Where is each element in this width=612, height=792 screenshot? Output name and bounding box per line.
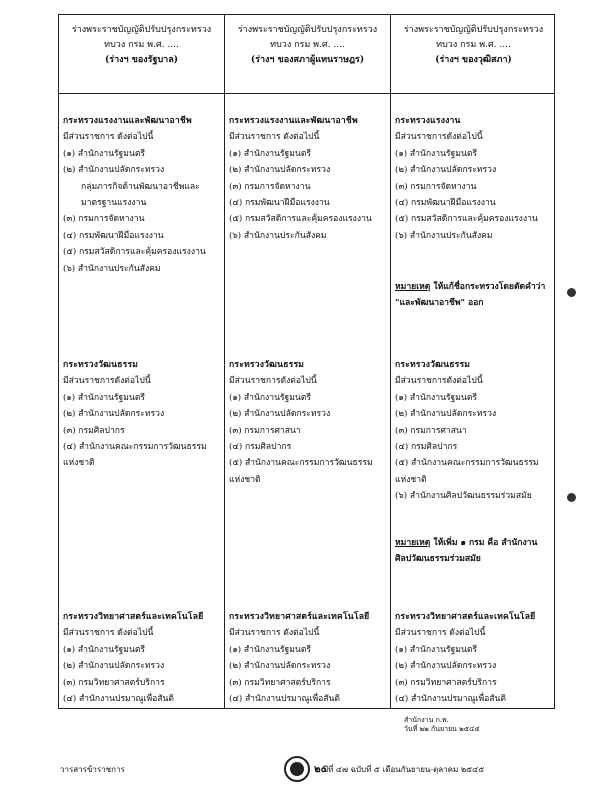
stamp-office: สำนักงาน ก.พ. — [404, 716, 449, 724]
ministry-title: กระทรวงวิทยาศาสตร์และเทคโนโลยี — [63, 612, 204, 622]
list-item: (๑) สำนักงานรัฐมนตรี — [63, 644, 146, 655]
list-item: (๓) กรมการจัดหางาน — [395, 181, 477, 192]
list-item: (๕) กรมสวัสดิการและคุ้มครองแรงงาน — [229, 214, 372, 225]
list-item: (๓) กรมวิทยาศาสตร์บริการ — [395, 677, 497, 688]
list-item: (๕) สำนักงานคณะกรรมการวัฒนธรรมแห่งชาติ — [229, 458, 373, 485]
section-culture — [225, 357, 390, 488]
section-labor — [225, 113, 390, 244]
section-intro: มีส่วนราชการดังต่อไปนี้ — [229, 376, 317, 387]
ministry-title: กระทรวงแรงงานและพัฒนาอาชีพ — [63, 116, 192, 126]
list-item: (๑) สำนักงานรัฐมนตรี — [395, 392, 478, 403]
ministry-title: กระทรวงแรงงานและพัฒนาอาชีพ — [229, 116, 358, 126]
list-item: (๒) สำนักงานปลัดกระทรวง — [63, 409, 165, 420]
header-line: ทบวง กรม พ.ศ. .... — [270, 40, 345, 50]
section-intro: มีส่วนราชการ ดังต่อไปนี้ — [229, 628, 320, 639]
list-item: กลุ่มภารกิจด้านพัฒนาอาชีพและมาตรฐานแรงงาน — [81, 181, 200, 209]
list-item: (๕) สำนักงานคณะกรรมการวัฒนธรรมแห่งชาติ — [395, 458, 539, 485]
list-item: (๑) สำนักงานรัฐมนตรี — [395, 644, 478, 655]
note-label: หมายเหตุ — [395, 282, 431, 292]
list-item: (๒) สำนักงานปลัดกระทรวง — [395, 165, 497, 176]
comparison-table — [58, 14, 555, 709]
page-footer — [58, 760, 555, 780]
list-item: (๓) กรมการจัดหางาน — [229, 181, 311, 192]
list-item: (๒) สำนักงานปลัดกระทรวง — [229, 165, 331, 176]
section-intro: มีส่วนราชการดังต่อไปนี้ — [395, 132, 483, 143]
section-intro: มีส่วนราชการดังต่อไปนี้ — [63, 376, 151, 387]
section-intro: มีส่วนราชการ ดังต่อไปนี้ — [63, 628, 154, 639]
list-item: (๑) สำนักงานรัฐมนตรี — [229, 392, 312, 403]
list-item: (๓) กรมการจัดหางาน — [63, 214, 145, 225]
list-item: (๑) สำนักงานรัฐมนตรี — [63, 148, 146, 159]
list-item: (๔) กรมพัฒนาฝีมือแรงงาน — [63, 230, 164, 241]
section-culture — [59, 357, 224, 472]
note-rename-ministry — [391, 279, 556, 312]
list-item: (๓) กรมศิลปากร — [63, 425, 125, 436]
section-science — [59, 609, 224, 707]
list-item: (๔) สำนักงานปรมาณูเพื่อสันติ — [63, 694, 174, 705]
list-item: (๓) กรมวิทยาศาสตร์บริการ — [63, 677, 165, 688]
page-number: ๒๐ — [314, 764, 327, 775]
note-text: ให้แก้ชื่อกระทรวงโดยตัดคำว่า "และพัฒนาอาชีพ" ออก — [395, 282, 546, 309]
list-item: (๓) กรมการศาสนา — [229, 425, 301, 436]
list-item: (๕) กรมสวัสดิการและคุ้มครองแรงงาน — [395, 214, 538, 225]
section-science — [225, 609, 390, 707]
ministry-title: กระทรวงแรงงาน — [395, 116, 461, 126]
issue-info: ปีที่ ๔๗ ฉบับที่ ๕ เดือนกันยายน-ตุลาคม ๒๕๔๕ — [323, 765, 485, 774]
header-government-draft — [59, 15, 224, 93]
list-item: (๖) สำนักงานประกันสังคม — [229, 230, 327, 241]
note-text: ให้เพิ่ม ๑ กรม คือ สำนักงานศิลปวัฒนธรรมร่วมสมัย — [395, 538, 538, 565]
column-senate — [391, 93, 556, 708]
section-intro: มีส่วนราชการ ดังต่อไปนี้ — [395, 628, 486, 639]
header-draft-owner: (ร่างฯ ของสภาผู้แทนราษฎร) — [250, 55, 365, 65]
punch-hole — [567, 288, 576, 297]
header-senate-draft — [391, 15, 556, 93]
section-labor — [391, 113, 556, 244]
list-item: (๒) สำนักงานปลัดกระทรวง — [63, 165, 165, 176]
list-item: (๖) สำนักงานประกันสังคม — [63, 263, 161, 274]
header-draft-owner: (ร่างฯ ของวุฒิสภา) — [435, 55, 512, 65]
section-intro: มีส่วนราชการ ดังต่อไปนี้ — [63, 132, 154, 143]
journal-name: วารสารข้าราชการ — [60, 765, 125, 774]
header-line: ทบวง กรม พ.ศ. .... — [104, 40, 179, 50]
office-stamp — [404, 716, 480, 734]
list-item: (๒) สำนักงานปลัดกระทรวง — [395, 661, 497, 672]
ministry-title: กระทรวงวิทยาศาสตร์และเทคโนโลยี — [229, 612, 370, 622]
list-item: (๖) สำนักงานศิลปวัฒนธรรมร่วมสมัย — [395, 491, 532, 502]
list-item: (๒) สำนักงานปลัดกระทรวง — [229, 409, 331, 420]
header-line: ร่างพระราชบัญญัติปรับปรุงกระทรวง — [237, 25, 378, 35]
list-item: (๑) สำนักงานรัฐมนตรี — [229, 644, 312, 655]
list-item: (๑) สำนักงานรัฐมนตรี — [229, 148, 312, 159]
list-item: (๖) สำนักงานประกันสังคม — [395, 230, 493, 241]
header-line: ร่างพระราชบัญญัติปรับปรุงกระทรวง — [71, 25, 212, 35]
header-house-draft — [225, 15, 390, 93]
list-item: (๓) กรมการศาสนา — [395, 425, 467, 436]
list-item: (๒) สำนักงานปลัดกระทรวง — [229, 661, 331, 672]
section-intro: มีส่วนราชการ ดังต่อไปนี้ — [229, 132, 320, 143]
list-item: (๔) สำนักงานคณะกรรมการวัฒนธรรมแห่งชาติ — [63, 442, 207, 469]
list-item: (๒) สำนักงานปลัดกระทรวง — [63, 661, 165, 672]
ministry-title: กระทรวงวิทยาศาสตร์และเทคโนโลยี — [395, 612, 536, 622]
note-label: หมายเหตุ — [395, 538, 431, 548]
stamp-date: วันที่ ๒๒ กันยายน ๒๕๔๕ — [404, 725, 480, 733]
header-line: ร่างพระราชบัญญัติปรับปรุงกระทรวง — [403, 25, 544, 35]
punch-hole — [567, 493, 576, 502]
ministry-title: กระทรวงวัฒนธรรม — [63, 360, 139, 370]
ministry-title: กระทรวงวัฒนธรรม — [395, 360, 471, 370]
list-item: (๒) สำนักงานปลัดกระทรวง — [395, 409, 497, 420]
ministry-title: กระทรวงวัฒนธรรม — [229, 360, 305, 370]
column-government — [59, 93, 224, 708]
list-item: (๔) กรมพัฒนาฝีมือแรงงาน — [395, 198, 496, 209]
header-draft-owner: (ร่างฯ ของรัฐบาล) — [104, 55, 179, 65]
list-item: (๔) กรมพัฒนาฝีมือแรงงาน — [229, 198, 330, 209]
note-add-department — [391, 535, 556, 568]
list-item: (๔) สำนักงานปรมาณูเพื่อสันติ — [229, 694, 340, 705]
section-culture — [391, 357, 556, 505]
section-intro: มีส่วนราชการดังต่อไปนี้ — [395, 376, 483, 387]
section-science — [391, 609, 556, 707]
list-item: (๔) กรมศิลปากร — [395, 442, 458, 453]
header-line: ทบวง กรม พ.ศ. .... — [436, 40, 511, 50]
section-labor — [59, 113, 224, 277]
list-item: (๑) สำนักงานรัฐมนตรี — [63, 392, 146, 403]
journal-logo-icon — [284, 756, 310, 782]
list-item: (๑) สำนักงานรัฐมนตรี — [395, 148, 478, 159]
list-item: (๔) สำนักงานปรมาณูเพื่อสันติ — [395, 694, 506, 705]
list-item: (๕) กรมสวัสดิการและคุ้มครองแรงงาน — [63, 247, 206, 258]
column-house — [225, 93, 390, 708]
list-item: (๓) กรมวิทยาศาสตร์บริการ — [229, 677, 331, 688]
list-item: (๔) กรมศิลปากร — [229, 442, 292, 453]
